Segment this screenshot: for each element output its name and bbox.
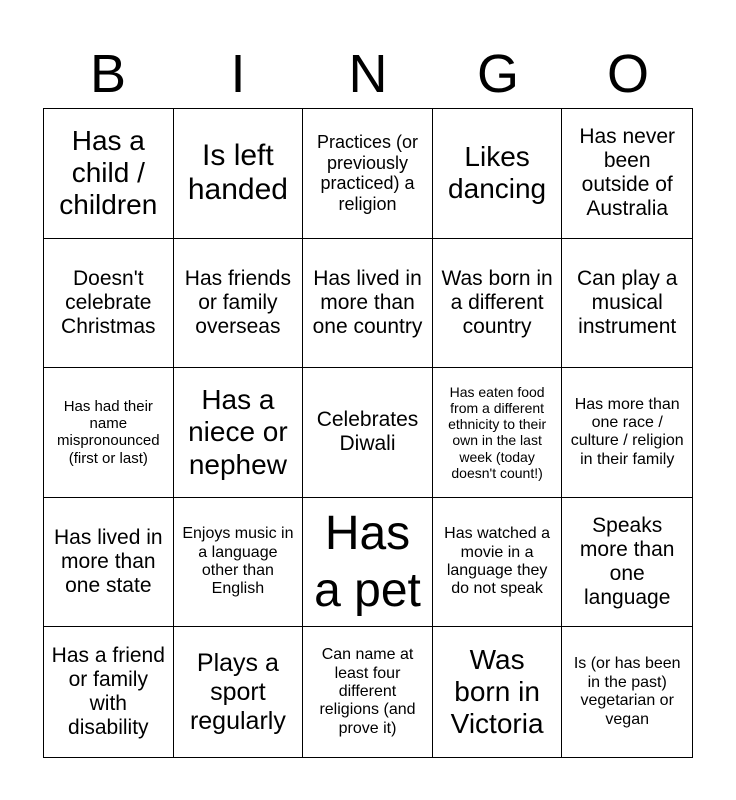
cell-text: Can play a musical instrument xyxy=(576,266,678,338)
cell-text: Has lived in more than one country xyxy=(312,266,423,338)
bingo-header xyxy=(43,40,693,108)
header-letter-g: G xyxy=(476,44,519,104)
bingo-cell[interactable] xyxy=(303,627,433,757)
header-letter-i: I xyxy=(230,44,246,104)
bingo-cell[interactable] xyxy=(44,627,174,757)
bingo-cell[interactable] xyxy=(174,109,304,239)
bingo-cell[interactable] xyxy=(44,368,174,498)
bingo-cell[interactable] xyxy=(174,627,304,757)
cell-text: Likes dancing xyxy=(448,141,547,205)
cell-text: Has a niece or nephew xyxy=(188,384,288,480)
cell-text: Has a child / children xyxy=(59,125,158,221)
bingo-cell[interactable] xyxy=(562,498,692,628)
bingo-cell[interactable] xyxy=(433,239,563,369)
cell-text: Has never been outside of Australia xyxy=(579,125,676,221)
bingo-cell[interactable] xyxy=(562,109,692,239)
header-letter-o: O xyxy=(606,44,649,104)
cell-text: Was born in Victoria xyxy=(450,643,544,740)
bingo-cell[interactable] xyxy=(562,239,692,369)
cell-text: Has watched a movie in a language they do not speak xyxy=(444,525,551,598)
cell-text: Has a pet xyxy=(314,506,421,618)
cell-text: Speaks more than one language xyxy=(579,513,675,610)
cell-text: Has eaten food from a different ethnicity to their own in the last week (today doesn't count!) xyxy=(448,384,547,481)
cell-text: Plays a sport regularly xyxy=(189,649,286,735)
bingo-cell[interactable] xyxy=(44,498,174,628)
cell-text: Practices (or previously practiced) a religion xyxy=(316,131,418,214)
header-letter-b: B xyxy=(89,44,127,104)
bingo-cell[interactable] xyxy=(433,498,563,628)
bingo-cell[interactable] xyxy=(174,498,304,628)
bingo-cell[interactable] xyxy=(44,109,174,239)
cell-text: Enjoys music in a language other than English xyxy=(182,525,294,598)
cell-text: Is (or has been in the past) vegetarian or vegan xyxy=(573,655,681,728)
bingo-cell[interactable] xyxy=(303,368,433,498)
bingo-cell[interactable] xyxy=(562,368,692,498)
bingo-cell[interactable] xyxy=(433,368,563,498)
bingo-cell[interactable] xyxy=(303,498,433,628)
cell-text: Doesn't celebrate Christmas xyxy=(61,266,156,338)
cell-text: Has more than one race / culture / religion in their family xyxy=(570,395,684,468)
bingo-cell[interactable] xyxy=(433,627,563,757)
bingo-cell[interactable] xyxy=(303,239,433,369)
cell-text: Has a friend or family with disability xyxy=(51,643,165,740)
bingo-cell[interactable] xyxy=(44,239,174,369)
bingo-cell[interactable] xyxy=(174,239,304,369)
bingo-cell[interactable] xyxy=(562,627,692,757)
bingo-cell[interactable] xyxy=(303,109,433,239)
header-letter-n: N xyxy=(348,44,388,104)
cell-text: Is left handed xyxy=(187,138,288,207)
cell-text: Has had their name mispronounced (first or last) xyxy=(57,397,160,467)
cell-text: Can name at least four different religions (and prove it) xyxy=(319,646,416,737)
cell-text: Was born in a different country xyxy=(441,266,553,338)
bingo-cell[interactable] xyxy=(174,368,304,498)
cell-text: Has lived in more than one state xyxy=(54,525,163,598)
bingo-cell[interactable] xyxy=(433,109,563,239)
cell-text: Has friends or family overseas xyxy=(184,266,291,338)
bingo-card xyxy=(43,108,693,758)
cell-text: Celebrates Diwali xyxy=(316,408,419,456)
